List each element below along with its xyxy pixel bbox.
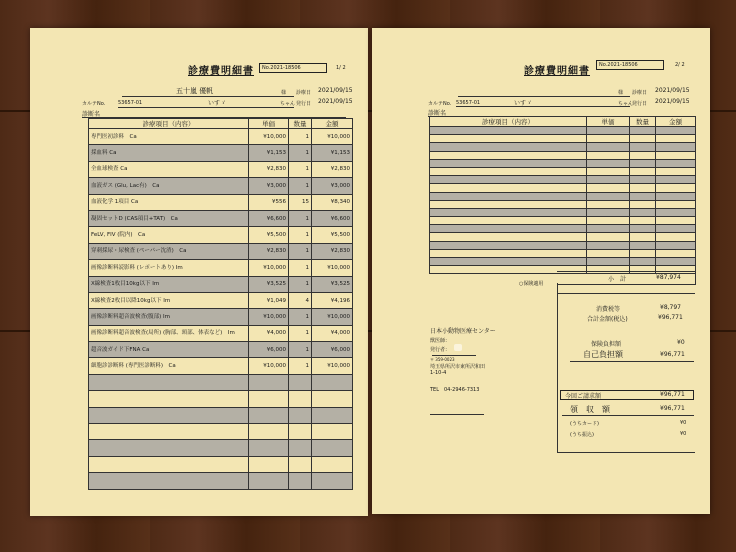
table-row: [89, 440, 353, 456]
qty-cell: 1: [289, 243, 312, 259]
qty-cell: [630, 176, 656, 184]
table-row: [430, 167, 696, 175]
table-row: [89, 309, 353, 325]
qty-cell: 1: [289, 260, 312, 276]
pet-name: いすゞ: [208, 100, 227, 107]
pet-suffix: ちゃん: [618, 101, 634, 107]
pet-underline: [456, 106, 630, 107]
price-cell: [249, 473, 289, 489]
price-cell: [587, 241, 630, 249]
qty-cell: [289, 440, 312, 456]
address-line-1: 埼玉県所沢市東所沢和田: [430, 364, 486, 370]
exam-date-label: 診療日: [296, 90, 312, 96]
item-cell: X線検査2枚目以降10kg以下 Im: [89, 292, 249, 308]
amount-cell: ¥10,000: [312, 309, 353, 325]
qty-cell: [630, 249, 656, 257]
table-row: [430, 200, 696, 208]
qty-cell: 1: [289, 276, 312, 292]
table-header-row: [89, 119, 353, 129]
amount-cell: ¥2,830: [312, 161, 353, 177]
diagnosis-label: 診断名: [82, 111, 101, 118]
karte-label: カルテNo.: [82, 101, 106, 107]
qty-cell: [630, 167, 656, 175]
qty-cell: 4: [289, 292, 312, 308]
price-cell: [587, 217, 630, 225]
table-row: [89, 260, 353, 276]
qty-cell: [630, 143, 656, 151]
received-underline: [562, 415, 694, 416]
tax-label: 消費税等: [596, 306, 621, 313]
qty-cell: [630, 200, 656, 208]
item-cell: [430, 184, 587, 192]
item-cell: 細胞診診断料 (専門医診断料) Ca: [89, 358, 249, 374]
price-cell: ¥5,500: [249, 227, 289, 243]
qty-cell: [289, 473, 312, 489]
amount-cell: [656, 208, 696, 216]
qty-cell: [630, 192, 656, 200]
qty-cell: 1: [289, 161, 312, 177]
page-number: 1/ 2: [336, 65, 346, 71]
amount-cell: [656, 241, 696, 249]
price-cell: [587, 208, 630, 216]
table-row: [430, 135, 696, 143]
item-cell: FeLV, FIV (院内) Ca: [89, 227, 249, 243]
price-cell: ¥2,830: [249, 243, 289, 259]
amount-cell: [656, 258, 696, 266]
owner-underline: [122, 96, 294, 97]
table-row: [430, 233, 696, 241]
summary-bottom-line: [557, 452, 695, 453]
qty-cell: [289, 374, 312, 390]
amount-cell: [656, 159, 696, 167]
amount-cell: [312, 440, 353, 456]
telephone: TEL 04-2946-7313: [430, 387, 480, 393]
received-label: 領 収 額: [570, 405, 610, 414]
table-row: [430, 241, 696, 249]
self-pay-underline: [570, 361, 694, 362]
subtotal-value: ¥87,974: [656, 274, 681, 281]
price-cell: ¥4,000: [249, 325, 289, 341]
qty-cell: [630, 258, 656, 266]
address-line-2: 1-10-4: [430, 370, 447, 376]
karte-number: 53657-01: [456, 100, 481, 106]
amount-cell: [312, 424, 353, 440]
table-row: [89, 145, 353, 161]
table-row: [89, 161, 353, 177]
table-row: [89, 292, 353, 308]
header-qty: 数量: [289, 119, 312, 129]
price-cell: [249, 456, 289, 472]
amount-cell: [656, 225, 696, 233]
table-row: [89, 178, 353, 194]
invoice-page-1: [30, 28, 368, 516]
amount-cell: ¥3,000: [312, 178, 353, 194]
item-cell: 画像診断料超音波検査(腹部) Im: [89, 309, 249, 325]
table-row: [89, 210, 353, 226]
qty-cell: [630, 217, 656, 225]
insurance-label: 保険負担額: [591, 341, 622, 348]
amount-cell: [656, 151, 696, 159]
price-cell: ¥10,000: [249, 129, 289, 145]
price-cell: ¥10,000: [249, 358, 289, 374]
table-row: [89, 358, 353, 374]
header-amount: 金額: [656, 117, 696, 127]
item-cell: [430, 135, 587, 143]
exam-date: 2021/09/15: [655, 87, 690, 94]
insurance-note: ○保険適用: [519, 281, 544, 287]
summary-line: [557, 293, 695, 294]
item-cell: [430, 233, 587, 241]
item-cell: [89, 407, 249, 423]
card-label: (うちカード): [570, 421, 599, 427]
summary-divider: [557, 283, 558, 453]
item-cell: 血液化学 1項目 Ca: [89, 194, 249, 210]
table-row: [430, 143, 696, 151]
qty-cell: 1: [289, 358, 312, 374]
issuer-underline: [432, 355, 476, 356]
qty-cell: [630, 233, 656, 241]
price-cell: [587, 249, 630, 257]
price-cell: [249, 391, 289, 407]
header-qty: 数量: [630, 117, 656, 127]
amount-cell: [312, 391, 353, 407]
table-row: [89, 129, 353, 145]
item-cell: [89, 473, 249, 489]
item-cell: [430, 208, 587, 216]
amount-cell: ¥8,340: [312, 194, 353, 210]
amount-cell: [656, 200, 696, 208]
amount-cell: [312, 374, 353, 390]
item-cell: [430, 151, 587, 159]
qty-cell: 1: [289, 227, 312, 243]
table-row: [430, 192, 696, 200]
item-cell: [89, 456, 249, 472]
item-cell: [430, 241, 587, 249]
item-cell: 専門医初診料 Ca: [89, 129, 249, 145]
price-cell: ¥3,000: [249, 178, 289, 194]
qty-cell: 1: [289, 309, 312, 325]
tax-value: ¥8,797: [660, 304, 681, 311]
item-cell: [430, 249, 587, 257]
item-cell: [430, 143, 587, 151]
item-cell: 穿刺採尿・尿検査 (ペーパー沈渣) Ca: [89, 243, 249, 259]
item-cell: 画像診断料超音波検査(局所) (胸部、頸部、体表など) Im: [89, 325, 249, 341]
karte-number: 53657-01: [118, 100, 143, 106]
redacted-name: [454, 344, 462, 351]
amount-cell: [656, 135, 696, 143]
item-cell: [89, 391, 249, 407]
karte-label: カルテNo.: [428, 101, 452, 107]
table-row: [430, 225, 696, 233]
pet-suffix: ちゃん: [280, 101, 296, 107]
price-cell: ¥6,000: [249, 342, 289, 358]
item-cell: [430, 225, 587, 233]
item-cell: [430, 217, 587, 225]
amount-cell: [656, 176, 696, 184]
table-row: [89, 194, 353, 210]
amount-cell: ¥3,525: [312, 276, 353, 292]
amount-cell: [312, 456, 353, 472]
table-row: [430, 176, 696, 184]
line-items-table: [429, 116, 696, 274]
price-cell: ¥10,000: [249, 309, 289, 325]
item-cell: [430, 167, 587, 175]
header-price: 単価: [249, 119, 289, 129]
document-number: No.2021-18506: [259, 63, 327, 73]
price-cell: [249, 407, 289, 423]
table-row: [89, 407, 353, 423]
transfer-label: (うち振込): [570, 432, 594, 438]
qty-cell: [630, 135, 656, 143]
issue-date: 2021/09/15: [655, 98, 690, 105]
item-cell: [89, 374, 249, 390]
table-row: [430, 151, 696, 159]
table-row: [430, 217, 696, 225]
header-item: 診療項目（内容）: [430, 117, 587, 127]
item-cell: 全血球検査 Ca: [89, 161, 249, 177]
item-cell: [430, 258, 587, 266]
pet-name: いすゞ: [514, 100, 533, 107]
amount-cell: [656, 127, 696, 135]
price-cell: [249, 424, 289, 440]
price-cell: [587, 192, 630, 200]
amount-cell: ¥5,500: [312, 227, 353, 243]
vet-label: 獣医師：: [430, 338, 451, 344]
qty-cell: 1: [289, 178, 312, 194]
item-cell: [430, 127, 587, 135]
clinic-underline: [430, 414, 484, 415]
table-row: [430, 208, 696, 216]
table-row: [89, 227, 353, 243]
page-number: 2/ 2: [675, 62, 685, 68]
table-row: [89, 276, 353, 292]
price-cell: [587, 143, 630, 151]
amount-cell: [656, 233, 696, 241]
qty-cell: [289, 391, 312, 407]
qty-cell: [630, 184, 656, 192]
issuer-label: 発行者：: [430, 347, 451, 353]
price-cell: ¥1,049: [249, 292, 289, 308]
insurance-value: ¥0: [677, 339, 685, 346]
amount-cell: [656, 217, 696, 225]
item-cell: [89, 440, 249, 456]
clinic-name: 日本小動物医療センター: [430, 328, 496, 335]
amount-cell: ¥4,000: [312, 325, 353, 341]
price-cell: ¥6,600: [249, 210, 289, 226]
self-pay-value: ¥96,771: [660, 351, 685, 358]
exam-date-label: 診療日: [632, 90, 648, 96]
price-cell: [587, 233, 630, 241]
pet-underline: [118, 107, 294, 108]
item-cell: X線検査1枚目10kg以下 Im: [89, 276, 249, 292]
qty-cell: [630, 159, 656, 167]
qty-cell: [289, 424, 312, 440]
price-cell: [587, 225, 630, 233]
price-cell: [249, 374, 289, 390]
header-item: 診療項目（内容）: [89, 119, 249, 129]
price-cell: ¥3,525: [249, 276, 289, 292]
item-cell: [430, 192, 587, 200]
amount-cell: ¥4,196: [312, 292, 353, 308]
amount-cell: [656, 249, 696, 257]
owner-underline: [458, 96, 630, 97]
table-row: [430, 249, 696, 257]
price-cell: [587, 151, 630, 159]
table-row: [89, 391, 353, 407]
qty-cell: 1: [289, 210, 312, 226]
table-row: [430, 159, 696, 167]
price-cell: ¥1,153: [249, 145, 289, 161]
amount-cell: [656, 184, 696, 192]
table-row: [89, 374, 353, 390]
table-row: [89, 456, 353, 472]
price-cell: [587, 184, 630, 192]
price-cell: [587, 159, 630, 167]
qty-cell: 1: [289, 129, 312, 145]
issue-date-label: 発行日: [632, 101, 648, 107]
price-cell: [587, 135, 630, 143]
header-amount: 金額: [312, 119, 353, 129]
subtotal-label: 小 計: [608, 276, 627, 283]
item-cell: [430, 176, 587, 184]
qty-cell: [630, 208, 656, 216]
total-label: 合計金額(税込): [587, 316, 628, 323]
qty-cell: 15: [289, 194, 312, 210]
table-row: [89, 424, 353, 440]
issue-date: 2021/09/15: [318, 98, 353, 105]
qty-cell: [289, 407, 312, 423]
table-row: [430, 184, 696, 192]
amount-cell: ¥2,830: [312, 243, 353, 259]
amount-cell: ¥10,000: [312, 129, 353, 145]
price-cell: [587, 200, 630, 208]
amount-cell: ¥1,153: [312, 145, 353, 161]
billing-value: ¥96,771: [660, 391, 685, 398]
owner-suffix: 様: [618, 90, 624, 96]
item-cell: [430, 200, 587, 208]
card-value: ¥0: [680, 420, 687, 426]
amount-cell: [656, 192, 696, 200]
amount-cell: ¥6,600: [312, 210, 353, 226]
diagnosis-label: 診断名: [428, 110, 447, 117]
amount-cell: [312, 473, 353, 489]
transfer-value: ¥0: [680, 431, 687, 437]
table-row: [89, 473, 353, 489]
header-price: 単価: [587, 117, 630, 127]
exam-date: 2021/09/15: [318, 87, 353, 94]
qty-cell: [630, 241, 656, 249]
price-cell: ¥2,830: [249, 161, 289, 177]
issue-date-label: 発行日: [296, 101, 312, 107]
qty-cell: [630, 225, 656, 233]
total-value: ¥96,771: [658, 314, 683, 321]
item-cell: 血液ガス (Glu, Lac有) Ca: [89, 178, 249, 194]
qty-cell: 1: [289, 145, 312, 161]
table-row: [430, 258, 696, 266]
document-title: 診療費明細書: [524, 66, 590, 77]
item-cell: [430, 159, 587, 167]
item-cell: 採血料 Ca: [89, 145, 249, 161]
self-pay-label: 自己負担額: [583, 350, 623, 359]
price-cell: [587, 127, 630, 135]
table-row: [89, 243, 353, 259]
item-cell: 画像診断料読影料 (レポートあり) Im: [89, 260, 249, 276]
price-cell: [587, 167, 630, 175]
amount-cell: ¥10,000: [312, 260, 353, 276]
price-cell: [587, 258, 630, 266]
amount-cell: ¥6,000: [312, 342, 353, 358]
qty-cell: [630, 127, 656, 135]
received-value: ¥96,771: [660, 405, 685, 412]
price-cell: ¥10,000: [249, 260, 289, 276]
amount-cell: [312, 407, 353, 423]
postal-code: 〒 359-0023: [430, 357, 455, 362]
qty-cell: 1: [289, 325, 312, 341]
price-cell: [587, 176, 630, 184]
owner-name: 五十嵐 優帆: [176, 87, 214, 95]
amount-cell: ¥10,000: [312, 358, 353, 374]
table-row: [89, 342, 353, 358]
billing-label: 今回ご請求額: [565, 393, 602, 400]
table-row: [430, 127, 696, 135]
qty-cell: [289, 456, 312, 472]
table-header-row: [430, 117, 696, 127]
owner-suffix: 様: [281, 90, 287, 96]
qty-cell: [630, 151, 656, 159]
document-number: No.2021-18506: [596, 60, 664, 70]
qty-cell: 1: [289, 342, 312, 358]
price-cell: [249, 440, 289, 456]
amount-cell: [656, 143, 696, 151]
item-cell: [89, 424, 249, 440]
item-cell: 凝固セットD (CAS項目+TAT) Ca: [89, 210, 249, 226]
document-title: 診療費明細書: [188, 66, 254, 77]
line-items-table: [88, 118, 353, 490]
amount-cell: [656, 167, 696, 175]
invoice-page-2: [372, 28, 710, 514]
price-cell: ¥556: [249, 194, 289, 210]
table-row: [89, 325, 353, 341]
item-cell: 超音波ガイド下FNA Ca: [89, 342, 249, 358]
